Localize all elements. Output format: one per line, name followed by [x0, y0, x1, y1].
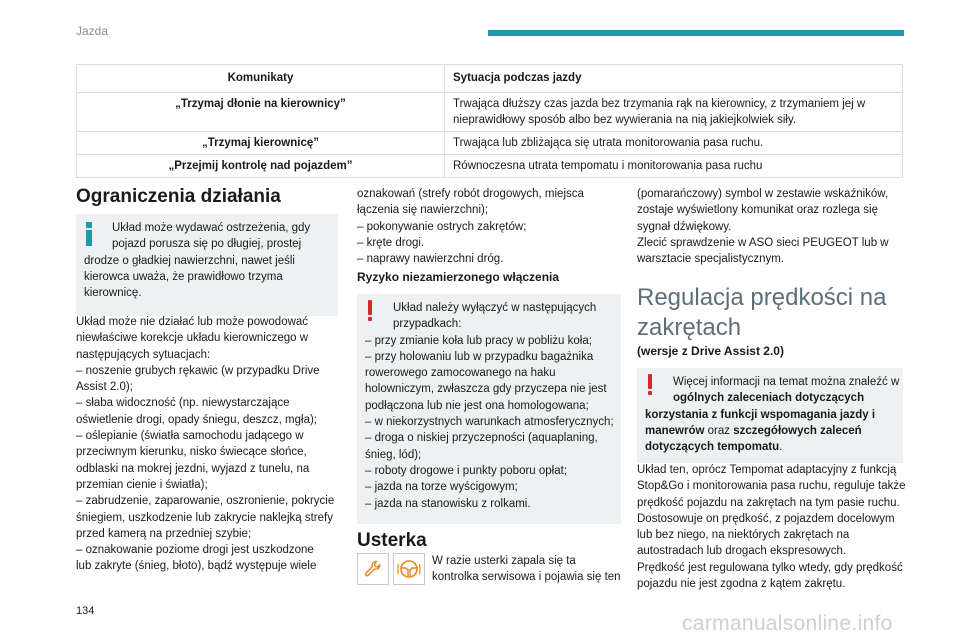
heading-limitations: Ograniczenia działania [76, 186, 281, 207]
info-note: Układ może wydawać ostrzeżenia, gdy pojazd porusza się po długiej, prostej drodze o gładkiej nawierzchni, nawet jeśli kierowca uważa, że prawidłowo trzyma kierownicę. [76, 214, 338, 316]
watermark: carmanualsonline.info [682, 612, 893, 635]
limitations-continued: oznakowań (strefy robót drogowych, miejsca łączenia się nawierzchni); – pokonywanie ostrych zakrętów; – kręte drogi. – naprawy nawierzchni dróg. [357, 188, 584, 266]
info-icon [86, 222, 92, 246]
heading-curve-speed: Regulacja prędkości na zakrętach [637, 284, 887, 341]
section-title: Jazda [76, 24, 109, 38]
table-cell-message: „Trzymaj dłonie na kierownicy” [77, 93, 445, 132]
table-cell-situation: Równoczesna utrata tempomatu i monitorowania pasa ruchu [445, 155, 903, 178]
warning-note: Więcej informacji na temat można znaleźć w ogólnych zaleceniach dotyczących korzystania z funkcji wspomagania jazdy i manewrów oraz szczegółowych zaleceń dotyczących tempomatu. [637, 368, 903, 463]
warning-icon [368, 300, 373, 321]
header-accent-bar [488, 30, 904, 36]
wrench-icon [357, 553, 389, 585]
subheading-drive-assist: (wersje z Drive Assist 2.0) [637, 344, 784, 358]
table-cell-message: „Trzymaj kierownicę” [77, 132, 445, 155]
table-cell-message: „Przejmij kontrolę nad pojazdem” [77, 155, 445, 178]
heading-fault: Usterka [357, 530, 427, 551]
table-row [77, 155, 903, 178]
table-header-row [77, 65, 903, 93]
steering-wheel-fault-icon [393, 553, 425, 585]
warning-icon [648, 374, 653, 395]
fault-continued: (pomarańczowy) symbol w zestawie wskaźników, zostaje wyświetlony komunikat oraz rozlega się sygnał dźwiękowy. Zlecić sprawdzenie w ASO sieci PEUGEOT lub w warsztacie specjalistycznym. [637, 188, 889, 266]
table-header-messages: Komunikaty [77, 65, 445, 93]
fault-text: W razie usterki zapala się ta kontrolka serwisowa i pojawia się ten [432, 555, 621, 584]
curve-speed-body: Układ ten, oprócz Tempomat adaptacyjny z funkcją Stop&Go i monitorowania pasa ruchu, reguluje także prędkość pojazdu na zakrętach na tym pasie ruchu. Dostosowuje on prędkość, z pojazdem docelowym lub bez niego, na niektórych zakrętach na autostradach lub drogach ekspresowych. Prędkość jest regulowana tylko wtedy, gdy prędkość pojazdu nie jest zgodna z kątem zakrętu. [637, 464, 906, 591]
table-row [77, 93, 903, 132]
page-number: 134 [76, 605, 95, 617]
table-header-situation: Sytuacja podczas jazdy [445, 65, 903, 93]
limitations-body: Układ może nie działać lub może powodować niewłaściwe korekcje układu kierowniczego w następujących sytuacjach: – noszenie grubych rękawic (w przypadku Drive Assist 2.0); – słaba widoczność (np. niewystarczające oświetlenie drogi, opady śniegu, deszcz, mgła); – oślepianie (światła samochodu jadącego w przeciwnym kierunku, nisko świecące słońce, odblaski na mokrej jezdni, wyjazd z tunelu, na przemian cienie i światła); – zabrudzenie, zaparowanie, oszronienie, pokrycie śniegiem, uszkodzenie lub zakrycie naklejką strefy przed kamerą na przedniej szybie; – oznakowanie poziome drogi jest uszkodzone lub zakryte (śnieg, błoto), bądź występuje wiele [76, 316, 335, 573]
subheading-unintended-activation: Ryzyko niezamierzonego włączenia [357, 270, 560, 284]
table-cell-situation: Trwająca lub zbliżająca się utrata monitorowania pasa ruchu. [445, 132, 903, 155]
table-cell-situation: Trwająca dłuższy czas jazda bez trzymania rąk na kierownicy, z trzymaniem jej w nieprawidłowy sposób albo bez wywierania na nią jakiejkolwiek siły. [445, 93, 903, 132]
warning-note: Układ należy wyłączyć w następujących przypadkach: – przy zmianie koła lub pracy w pobliżu koła; – przy holowaniu lub w przypadku bagażnika rowerowego zamocowanego na haku holowniczym, zwłaszcza gdy przyczepa nie jest podłączona lub nie jest ona homologowana; – w niekorzystnych warunkach atmosferycznych; – droga o niskiej przyczepności (aquaplaning, śnieg, lód); – roboty drogowe i punkty poboru opłat; – jazda na torze wyścigowym; – jazda na stanowisku z rolkami. [357, 294, 621, 524]
table-row [77, 132, 903, 155]
messages-table [76, 64, 903, 178]
